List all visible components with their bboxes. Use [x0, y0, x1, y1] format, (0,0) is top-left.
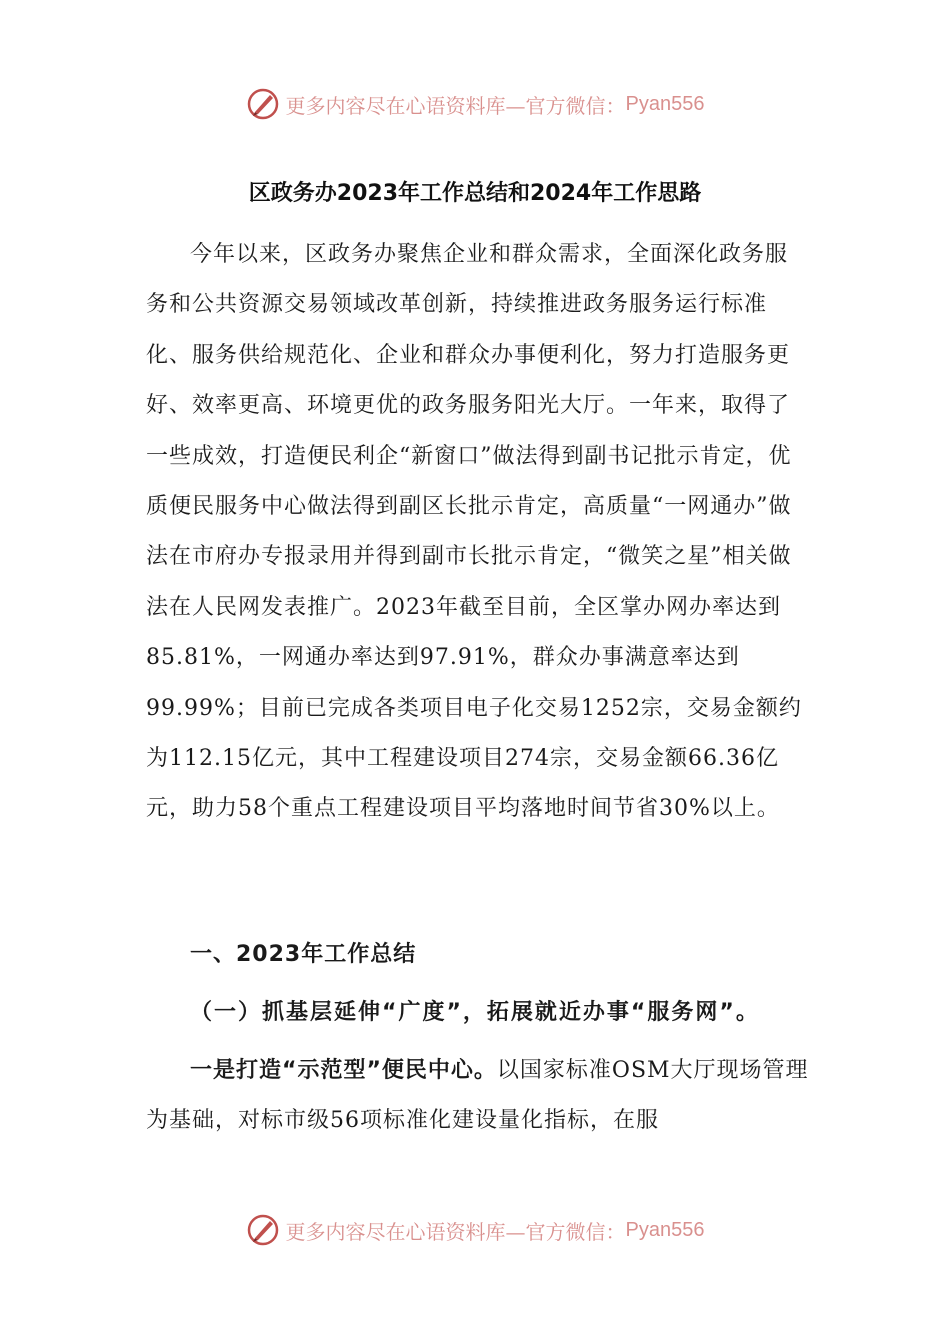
watermark-handle: Pyan556 — [625, 1218, 705, 1241]
item-paragraph — [146, 1046, 810, 1147]
item-lead: 一是打造“示范型”便民中心。 — [190, 1058, 497, 1083]
intro-paragraph: 今年以来，区政务办聚焦企业和群众需求，全面深化政务服务和公共资源交易领域改革创新，持续推进政务服务运行标准化、服务供给规范化、企业和群众办事便利化，努力打造服务更好、效率更高、环境更优的政务服务阳光大厅。一年来，取得了一些成效，打造便民利企“新窗口”做法得到副书记批示肯定，优质便民服务中心做法得到副区长批示肯定，高质量“一网通办”做法在市府办专报录用并得到副市长批示肯定，“微笑之星”相关做法在人民网发表推广。2023年截至目前，全区掌办网办率达到85.81%，一网通办率达到97.91%，群众办事满意率达到99.99%；目前已完成各类项目电子化交易1252宗，交易金额约为112.15亿元，其中工程建设项目274宗，交易金额66.36亿元，助力58个重点工程建设项目平均落地时间节省30%以上。 — [146, 242, 802, 822]
section-heading: 一、2023年工作总结 — [190, 942, 417, 967]
document-title: 区政务办2023年工作总结和2024年工作思路 — [248, 181, 702, 206]
footer-watermark — [0, 1208, 950, 1252]
item-body: 以国家标准OSM大厅现场管理为基础，对标市级56项标准化建设量化指标，在服 — [146, 1058, 809, 1134]
watermark-text: 更多内容尽在心语资料库—官方微信： — [285, 1219, 626, 1244]
watermark-handle: Pyan556 — [625, 92, 705, 115]
subsection-heading: （一）抓基层延伸“广度”，拓展就近办事“服务网”。 — [190, 1000, 760, 1025]
pen-logo-icon — [246, 87, 280, 121]
pen-logo-icon — [246, 1213, 280, 1247]
header-watermark — [0, 82, 950, 126]
watermark-text: 更多内容尽在心语资料库—官方微信： — [285, 93, 626, 118]
